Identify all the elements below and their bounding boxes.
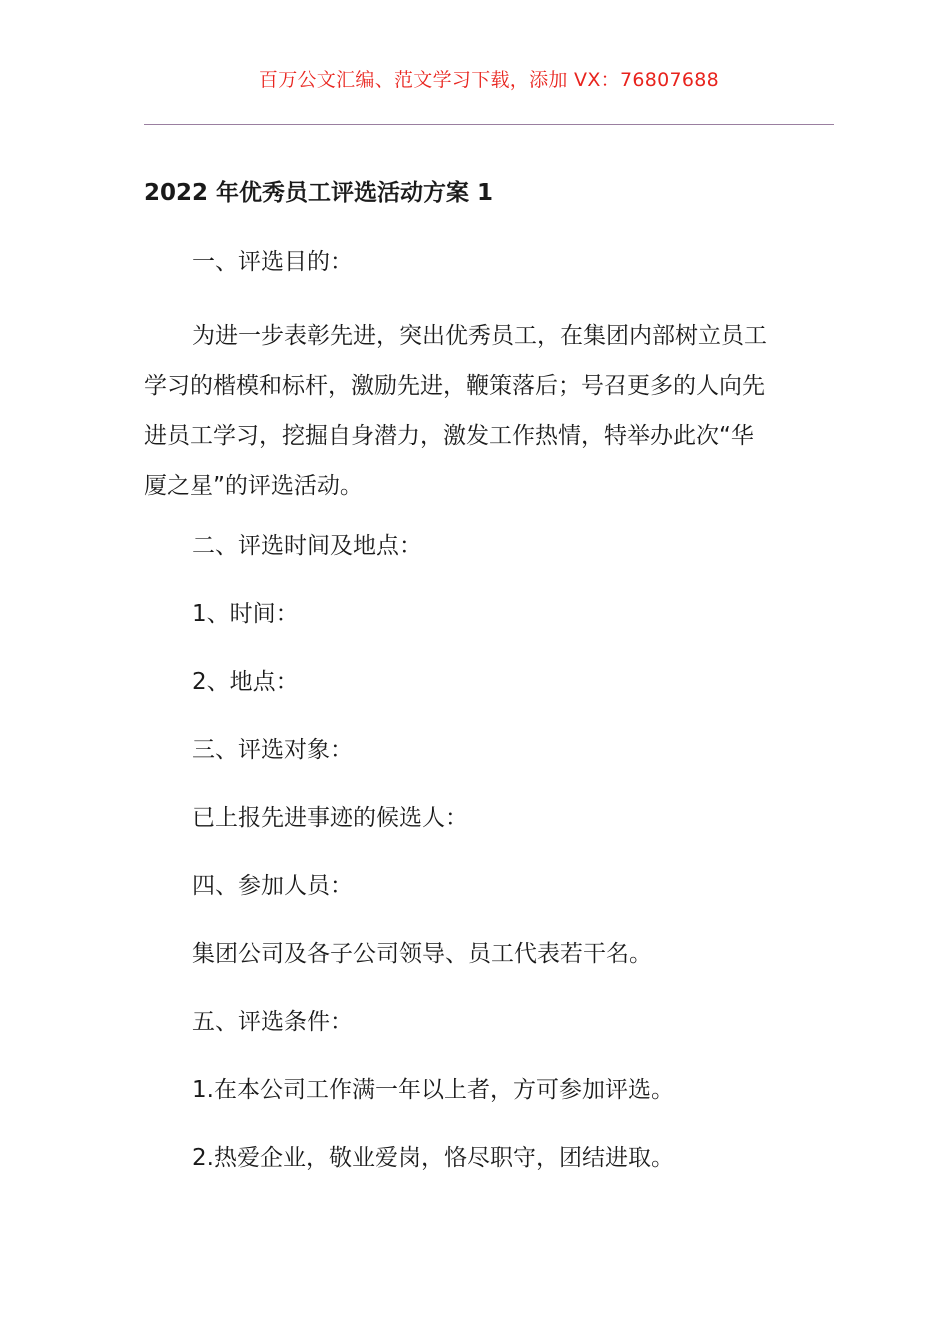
paragraph-line: 为进一步表彰先进，突出优秀员工，在集团内部树立员工 bbox=[192, 323, 767, 349]
paragraph-line: 进员工学习，挖掘自身潜力，激发工作热情，特举办此次“华 bbox=[144, 423, 754, 449]
list-item-place: 2、地点： bbox=[192, 669, 299, 695]
list-item-criteria-1: 1.在本公司工作满一年以上者，方可参加评选。 bbox=[192, 1077, 674, 1103]
section-heading-candidates: 三、评选对象： bbox=[192, 737, 353, 763]
document-title: 2022 年优秀员工评选活动方案 1 bbox=[144, 180, 494, 206]
header-banner: 百万公文汇编、范文学习下载，添加 VX：76807688 bbox=[258, 69, 720, 91]
section-body-candidates: 已上报先进事迹的候选人： bbox=[192, 805, 468, 831]
section-heading-purpose: 一、评选目的： bbox=[192, 249, 353, 275]
section-body-participants: 集团公司及各子公司领导、员工代表若干名。 bbox=[192, 941, 652, 967]
section-heading-criteria: 五、评选条件： bbox=[192, 1009, 353, 1035]
header-divider bbox=[144, 124, 834, 125]
paragraph-line: 厦之星”的评选活动。 bbox=[144, 473, 363, 499]
section-body-purpose bbox=[144, 311, 804, 511]
section-heading-participants: 四、参加人员： bbox=[192, 873, 353, 899]
list-item-time: 1、时间： bbox=[192, 601, 299, 627]
section-heading-time-place: 二、评选时间及地点： bbox=[192, 533, 422, 559]
paragraph-line: 学习的楷模和标杆，激励先进，鞭策落后；号召更多的人向先 bbox=[144, 373, 765, 399]
list-item-criteria-2: 2.热爱企业，敬业爱岗，恪尽职守，团结进取。 bbox=[192, 1145, 674, 1171]
